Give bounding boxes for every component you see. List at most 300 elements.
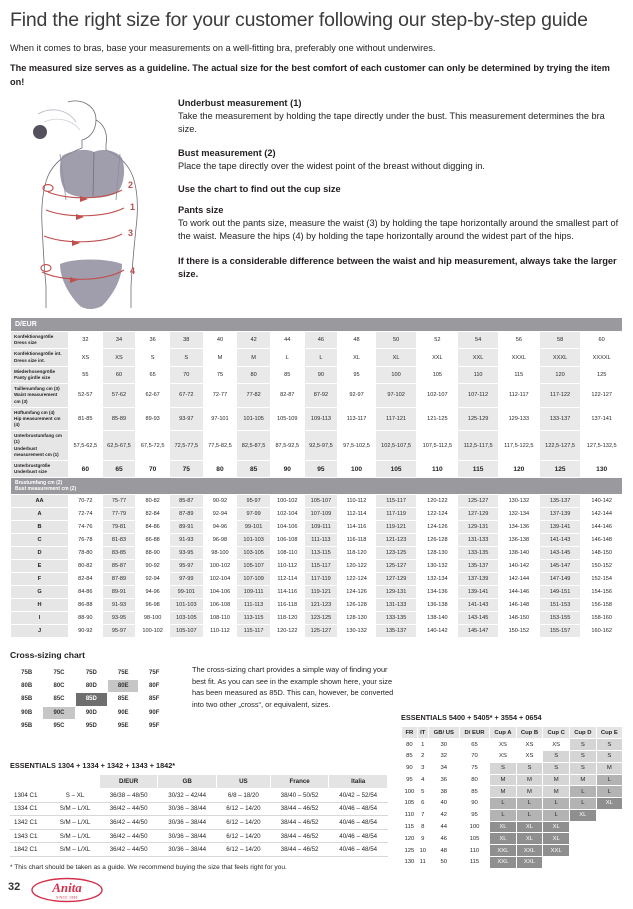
- bust-measurement-cell: 91-93: [169, 534, 203, 547]
- cross-sizing-cell[interactable]: 90D: [75, 706, 107, 719]
- cross-sizing-row: [11, 706, 170, 719]
- anita-logo: [30, 877, 104, 908]
- column-header: Cup E: [596, 727, 622, 739]
- bust-measurement-cell: 141-143: [458, 599, 498, 612]
- table-cell: 85-89: [102, 407, 136, 431]
- cup-size-cell: [596, 809, 622, 821]
- cup-size-row: [11, 495, 623, 508]
- size-cell: 9: [417, 833, 428, 845]
- cup-size-cell: [570, 833, 597, 845]
- cup-size-cell: S: [543, 762, 570, 774]
- page-number: 32: [8, 881, 21, 893]
- table-row: [402, 739, 623, 751]
- size-cell: 6/12 – 14/20: [216, 816, 270, 830]
- bust-measurement-cell: 84-86: [136, 521, 170, 534]
- cross-sizing-cell[interactable]: 85D: [75, 693, 107, 706]
- cross-sizing-cell[interactable]: 75C: [43, 666, 75, 679]
- table-row: [11, 789, 388, 803]
- size-cell: 50: [428, 857, 459, 869]
- size-cell: 46: [428, 833, 459, 845]
- bust-measurement-cell: 155-157: [539, 625, 581, 638]
- bust-measurement-cell: 150-152: [498, 625, 539, 638]
- bust-measurement-cell: 102-104: [203, 573, 237, 586]
- table-cell: 67-72: [169, 384, 203, 408]
- cup-size-row: [11, 599, 623, 612]
- size-cell: 30: [428, 739, 459, 751]
- cross-sizing-cell[interactable]: 95D: [75, 719, 107, 732]
- size-cell: 36/42 – 44/50: [99, 843, 158, 857]
- footnote-text: * This chart should be taken as a guide. We recommend buying the size that feels right for you.: [10, 864, 287, 871]
- table-cell: 38: [169, 332, 203, 349]
- bust-measurement-cell: 85-87: [102, 560, 136, 573]
- cross-sizing-cell[interactable]: 75F: [139, 666, 170, 679]
- table-cell: 107,5-112,5: [417, 431, 458, 461]
- table-cell: 105-109: [270, 407, 304, 431]
- table-cell: 129-133: [498, 407, 539, 431]
- cup-label: AA: [11, 495, 69, 508]
- cup-size-cell: XS: [543, 739, 570, 751]
- essentials-1304-header-row: [11, 775, 388, 789]
- size-cell: 95: [459, 809, 490, 821]
- cup-size-cell: XS: [516, 750, 543, 762]
- row-label: [11, 407, 69, 431]
- table-row: [402, 809, 623, 821]
- bust-measurement-cell: 134-136: [498, 521, 539, 534]
- size-cell: 6: [417, 798, 428, 810]
- cross-sizing-cell[interactable]: 85B: [11, 693, 43, 706]
- table-cell: 95: [338, 366, 376, 383]
- bust-measurement-cell: 128-130: [338, 612, 376, 625]
- bust-measurement-cell: 106-108: [270, 534, 304, 547]
- table-cell: 109-113: [304, 407, 338, 431]
- table-cell: 130: [581, 461, 623, 478]
- size-cell: 38: [428, 786, 459, 798]
- table-cell: 60: [581, 332, 623, 349]
- size-guide-page: [0, 9, 633, 909]
- bust-measurement-cell: 72-74: [69, 508, 103, 521]
- cross-sizing-cell[interactable]: 95F: [139, 719, 170, 732]
- table-cell: 113-117: [338, 407, 376, 431]
- bust-measurement-cell: 118-120: [270, 612, 304, 625]
- table-cell: 90: [270, 461, 304, 478]
- bust-measurement-cell: 142-144: [581, 508, 623, 521]
- cup-size-cell: XL: [516, 821, 543, 833]
- bust-measurement-cell: 99-101: [237, 521, 271, 534]
- table-cell: 32: [69, 332, 103, 349]
- cross-sizing-cell[interactable]: 85E: [107, 693, 138, 706]
- table-cell: 58: [539, 332, 581, 349]
- cup-size-row: [11, 625, 623, 638]
- bust-measurement-cell: 149-151: [539, 586, 581, 599]
- bust-measurement-cell: 130-132: [417, 560, 458, 573]
- table-cell: S: [136, 349, 170, 366]
- table-cell: 115: [458, 461, 498, 478]
- table-cell: 115: [498, 366, 539, 383]
- table-row: [402, 762, 623, 774]
- bust-measurement-cell: 94-96: [136, 586, 170, 599]
- size-cell: 38/44 – 46/52: [270, 829, 329, 843]
- intro-paragraph-2: The measured size serves as a guideline. The actual size for the best comfort of each customer can only be determined by trying the item on!: [10, 63, 610, 87]
- size-cell: 38/40 – 50/52: [270, 789, 329, 803]
- bust-measurement-cell: 79-81: [102, 521, 136, 534]
- bust-measurement-cell: 107-109: [304, 508, 338, 521]
- bust-measurement-cell: 70-72: [69, 495, 103, 508]
- table-cell: 110: [458, 366, 498, 383]
- bust-measurement-cell: 120-122: [270, 625, 304, 638]
- size-cell: 6/12 – 14/20: [216, 802, 270, 816]
- bust-measurement-cell: 82-84: [69, 573, 103, 586]
- cross-sizing-cell[interactable]: 80B: [11, 679, 43, 692]
- table-cell: 70: [169, 366, 203, 383]
- table-cell: 92,5-97,5: [304, 431, 338, 461]
- cross-sizing-grid: [10, 665, 170, 733]
- bust-measurement-cell: 91-93: [102, 599, 136, 612]
- size-cell: S/M – L/XL: [51, 843, 100, 857]
- bust-measurement-cell: 110-112: [338, 495, 376, 508]
- bust-measurement-cell: 111-113: [237, 599, 271, 612]
- column-header: D/EUR: [99, 775, 158, 789]
- size-cell: 90: [459, 798, 490, 810]
- table-cell: XL: [338, 349, 376, 366]
- size-cell: 85: [459, 786, 490, 798]
- table-row: [11, 349, 623, 366]
- row-label-en: Panty girdle size: [14, 374, 51, 380]
- table-cell: 100: [338, 461, 376, 478]
- table-cell: XXXL: [539, 349, 581, 366]
- size-cell: 38/44 – 46/52: [270, 816, 329, 830]
- essentials-5400-table: [401, 726, 623, 869]
- cup-label: J: [11, 625, 69, 638]
- cup-size-cell: XL: [490, 821, 516, 833]
- page-title: Find the right size for your customer following our step-by-step guide: [10, 9, 588, 31]
- bust-measurement-cell: 102-104: [270, 508, 304, 521]
- table-cell: 110: [417, 461, 458, 478]
- bust-measurement-cell: 113-115: [237, 612, 271, 625]
- bust-measurement-cell: 140-142: [498, 560, 539, 573]
- essentials-5400-section: [401, 713, 623, 869]
- table-cell: 112-117: [498, 384, 539, 408]
- table-cell: 117-121: [375, 407, 417, 431]
- instruction-text-bust: Place the tape directly over the widest point of the breast without digging in.: [178, 160, 485, 171]
- bust-measurement-cell: 111-113: [304, 534, 338, 547]
- bust-measurement-cell: 82-84: [136, 508, 170, 521]
- cross-sizing-cell[interactable]: 90F: [139, 706, 170, 719]
- table-cell: 42: [237, 332, 271, 349]
- table-cell: 102,5-107,5: [375, 431, 417, 461]
- table-row: [402, 845, 623, 857]
- cup-label: A: [11, 508, 69, 521]
- bust-measurement-cell: 158-160: [581, 612, 623, 625]
- column-header: Cup D: [570, 727, 597, 739]
- size-cell: 10: [417, 845, 428, 857]
- cross-sizing-cell[interactable]: 95C: [43, 719, 75, 732]
- table-row: [402, 857, 623, 869]
- bust-measurement-cell: 95-97: [237, 495, 271, 508]
- bust-measurement-cell: 74-76: [69, 521, 103, 534]
- cup-size-cell: XXL: [490, 845, 516, 857]
- cross-sizing-cell[interactable]: 80C: [43, 679, 75, 692]
- bust-measurement-cell: 110-112: [270, 560, 304, 573]
- bust-measurement-cell: 105-107: [237, 560, 271, 573]
- size-cell: 40/46 – 48/54: [329, 802, 388, 816]
- table-cell: 65: [102, 461, 136, 478]
- cup-size-cell: [570, 821, 597, 833]
- instruction-text-underbust: Take the measurement by holding the tape directly under the bust. This measurement determines the bra size.: [178, 111, 605, 135]
- cross-sizing-cell[interactable]: 95B: [11, 719, 43, 732]
- cross-sizing-cell[interactable]: 75D: [75, 666, 107, 679]
- bust-measurement-cell: 92-94: [203, 508, 237, 521]
- table-cell: 122-127: [581, 384, 623, 408]
- table-cell: 81-85: [69, 407, 103, 431]
- bust-measurement-cell: 137-139: [539, 508, 581, 521]
- cup-size-cell: S: [570, 739, 597, 751]
- table-cell: 120: [539, 366, 581, 383]
- table-cell: 62-67: [136, 384, 170, 408]
- cup-size-cell: [596, 821, 622, 833]
- table-cell: 97,5-102,5: [338, 431, 376, 461]
- table-cell: 137-141: [581, 407, 623, 431]
- instruction-heading-difference: If there is a considerable difference between the waist and hip measurement, always take the larger size.: [178, 255, 617, 280]
- bust-measurement-cell: 121-123: [375, 534, 417, 547]
- cup-size-row: [11, 573, 623, 586]
- table-cell: 107-112: [458, 384, 498, 408]
- essentials-1304-table: [10, 774, 388, 857]
- brand-wordmark: Anita: [52, 880, 82, 895]
- cup-size-cell: XL: [490, 833, 516, 845]
- cross-sizing-cell[interactable]: 80D: [75, 679, 107, 692]
- bust-measurement-cell: 80-82: [136, 495, 170, 508]
- bust-measurement-cell: 124-126: [417, 521, 458, 534]
- bust-measurement-cell: 95-97: [169, 560, 203, 573]
- essentials-1304-title: ESSENTIALS 1304 + 1334 + 1342 + 1343 + 1842*: [10, 761, 176, 770]
- table-cell: 54: [458, 332, 498, 349]
- bust-measurement-cell: 142-144: [498, 573, 539, 586]
- table-cell: 46: [304, 332, 338, 349]
- row-label-de: Taillenumfang cm (3): [14, 386, 60, 392]
- size-cell: 36: [428, 774, 459, 786]
- table-row: [11, 332, 623, 349]
- size-cell: 80: [402, 739, 418, 751]
- bust-measurement-cell: 86-88: [69, 599, 103, 612]
- bust-measurement-cell: 97-99: [237, 508, 271, 521]
- cross-sizing-cell[interactable]: 90B: [11, 706, 43, 719]
- cup-label: B: [11, 521, 69, 534]
- cross-sizing-cell[interactable]: 85C: [43, 693, 75, 706]
- bust-measurement-cell: 110-112: [203, 625, 237, 638]
- table-cell: 80: [203, 461, 237, 478]
- table-cell: 77-82: [237, 384, 271, 408]
- cup-size-cell: XL: [596, 798, 622, 810]
- table-cell: 89-93: [136, 407, 170, 431]
- table-cell: 117,5-122,5: [498, 431, 539, 461]
- size-cell: 6/12 – 14/20: [216, 829, 270, 843]
- row-label-de: Unterbrustgröße: [14, 463, 51, 469]
- table-row: [11, 431, 623, 461]
- intro-paragraph-1: When it comes to bras, base your measurements on a well-fitting bra, preferably one without underwires.: [10, 43, 436, 53]
- bust-measurement-cell: 94-96: [203, 521, 237, 534]
- table-cell: 57-62: [102, 384, 136, 408]
- size-cell: 40/42 – 52/54: [329, 789, 388, 803]
- cross-sizing-row: [11, 693, 170, 706]
- size-cell: 1342 C1: [11, 816, 51, 830]
- bust-measurement-cell: 145-147: [539, 560, 581, 573]
- table-cell: 55: [69, 366, 103, 383]
- cross-sizing-cell[interactable]: 75B: [11, 666, 43, 679]
- size-cell: 30/36 – 38/44: [158, 816, 217, 830]
- cross-sizing-cell[interactable]: 90C: [43, 706, 75, 719]
- table-cell: 34: [102, 332, 136, 349]
- cross-sizing-cell[interactable]: 75E: [107, 666, 138, 679]
- bust-measurement-cell: 146-148: [498, 599, 539, 612]
- cross-sizing-cell[interactable]: 80E: [107, 679, 138, 692]
- bust-measurement-cell: 148-150: [498, 612, 539, 625]
- table-cell: 40: [203, 332, 237, 349]
- cross-sizing-row: [11, 679, 170, 692]
- bust-measurement-cell: 89-91: [102, 586, 136, 599]
- marker-1-label: 1: [130, 202, 136, 213]
- bust-measurement-cell: 129-131: [458, 521, 498, 534]
- cup-size-cell: L: [490, 798, 516, 810]
- cross-sizing-row: [11, 666, 170, 679]
- bust-measurement-cell: 105-107: [304, 495, 338, 508]
- bust-measurement-cell: 95-97: [102, 625, 136, 638]
- bust-measurement-cell: 120-122: [417, 495, 458, 508]
- cup-label: I: [11, 612, 69, 625]
- table-cell: 85: [270, 366, 304, 383]
- bust-measurement-cell: 90-92: [203, 495, 237, 508]
- bust-measurement-cell: 135-137: [539, 495, 581, 508]
- table-cell: 120: [498, 461, 539, 478]
- size-cell: 130: [402, 857, 418, 869]
- table-cell: 77,5-82,5: [203, 431, 237, 461]
- bust-measurement-cell: 151-153: [539, 599, 581, 612]
- cross-sizing-row: [11, 719, 170, 732]
- table-cell: 92-97: [338, 384, 376, 408]
- row-label-en: Waist measurement cm (3): [14, 392, 58, 404]
- bust-measurement-cell: 116-118: [338, 534, 376, 547]
- bust-measurement-cell: 88-90: [136, 547, 170, 560]
- bust-measurement-cell: 100-102: [270, 495, 304, 508]
- cup-size-cell: XS: [490, 750, 516, 762]
- table-row: [11, 366, 623, 383]
- body-measurement-illustration: [10, 96, 170, 311]
- bust-measurement-cell: 104-106: [270, 521, 304, 534]
- table-cell: 125: [539, 461, 581, 478]
- cup-size-cell: M: [490, 774, 516, 786]
- bust-measurement-cell: 114-116: [270, 586, 304, 599]
- bust-measurement-cell: 101-103: [169, 599, 203, 612]
- cup-size-cell: M: [543, 774, 570, 786]
- bust-measurement-cell: 120-122: [338, 560, 376, 573]
- size-cell: 110: [402, 809, 418, 821]
- bust-measurement-cell: 99-101: [169, 586, 203, 599]
- main-size-table: [10, 317, 623, 638]
- bust-measurement-cell: 139-141: [458, 586, 498, 599]
- size-cell: 2: [417, 750, 428, 762]
- cross-sizing-cell[interactable]: 95E: [107, 719, 138, 732]
- size-cell: 40/46 – 48/54: [329, 816, 388, 830]
- size-cell: 30/32 – 42/44: [158, 789, 217, 803]
- bust-measurement-cell: 125-127: [458, 495, 498, 508]
- cup-size-cell: XXL: [516, 845, 543, 857]
- table-cell: 52-57: [69, 384, 103, 408]
- table-cell: 100: [375, 366, 417, 383]
- measurement-guide-section: [10, 96, 623, 311]
- table-cell: 75: [203, 366, 237, 383]
- bust-measurement-cell: 89-91: [169, 521, 203, 534]
- cup-size-cell: L: [570, 798, 597, 810]
- size-cell: 11: [417, 857, 428, 869]
- cup-size-row: [11, 508, 623, 521]
- column-header: Cup A: [490, 727, 516, 739]
- bust-measurement-cell: 126-128: [338, 599, 376, 612]
- bust-measurement-cell: 115-117: [237, 625, 271, 638]
- size-cell: 36/42 – 44/50: [99, 802, 158, 816]
- size-cell: 70: [459, 750, 490, 762]
- cup-size-cell: XXL: [490, 857, 516, 869]
- table-cell: S: [169, 349, 203, 366]
- table-cell: M: [203, 349, 237, 366]
- bust-measurement-cell: 108-110: [203, 612, 237, 625]
- cup-size-cell: S: [596, 739, 622, 751]
- bust-measurement-cell: 76-78: [69, 534, 103, 547]
- bust-measurement-cell: 124-126: [338, 586, 376, 599]
- table-cell: 72-77: [203, 384, 237, 408]
- bust-measurement-cell: 121-123: [304, 599, 338, 612]
- cross-sizing-cell[interactable]: 90E: [107, 706, 138, 719]
- cup-size-cell: XXL: [516, 857, 543, 869]
- size-cell: 30/36 – 38/44: [158, 802, 217, 816]
- bust-measurement-cell: 92-94: [136, 573, 170, 586]
- bust-measurement-cell: 140-142: [581, 495, 623, 508]
- cup-size-row: [11, 612, 623, 625]
- bust-measurement-cell: 132-134: [498, 508, 539, 521]
- bust-measurement-cell: 141-143: [539, 534, 581, 547]
- bust-measurement-cell: 80-82: [69, 560, 103, 573]
- essentials-5400-title: ESSENTIALS 5400 + 5405* + 3554 + 0654: [401, 713, 542, 722]
- size-cell: 44: [428, 821, 459, 833]
- bust-measurement-cell: 160-162: [581, 625, 623, 638]
- table-cell: 105: [375, 461, 417, 478]
- bust-measurement-cell: 138-140: [498, 547, 539, 560]
- cup-size-cell: S: [570, 750, 597, 762]
- table-row: [11, 461, 623, 478]
- bust-measurement-cell: 98-100: [203, 547, 237, 560]
- size-cell: 40: [428, 798, 459, 810]
- table-cell: 125-129: [458, 407, 498, 431]
- bust-measurement-cell: 126-128: [417, 534, 458, 547]
- bust-measurement-cell: 90-92: [136, 560, 170, 573]
- table-cell: 127,5-132,5: [581, 431, 623, 461]
- cross-sizing-cell[interactable]: 80F: [139, 679, 170, 692]
- bust-measurement-cell: 144-146: [498, 586, 539, 599]
- table-cell: 121-125: [417, 407, 458, 431]
- bust-measurement-cell: 107-109: [237, 573, 271, 586]
- cross-sizing-description: The cross-sizing chart provides a simple way of finding your best fit. As you can see in the example shown here, your size has been measured as 85D. This can, however, be converted into two other „cross“, or equivalent, sizes.: [192, 665, 394, 709]
- bust-measurement-cell: 125-127: [304, 625, 338, 638]
- cup-label: E: [11, 560, 69, 573]
- bust-measurement-cell: 144-146: [581, 521, 623, 534]
- cup-size-cell: XS: [490, 739, 516, 751]
- table-cell: 56: [498, 332, 539, 349]
- bust-measurement-cell: 117-119: [375, 508, 417, 521]
- bust-measurement-cell: 133-135: [458, 547, 498, 560]
- size-cell: S/M – L/XL: [51, 829, 100, 843]
- cup-size-row: [11, 534, 623, 547]
- cross-sizing-cell[interactable]: 85F: [139, 693, 170, 706]
- size-cell: 85: [402, 750, 418, 762]
- bust-measurement-cell: 84-86: [69, 586, 103, 599]
